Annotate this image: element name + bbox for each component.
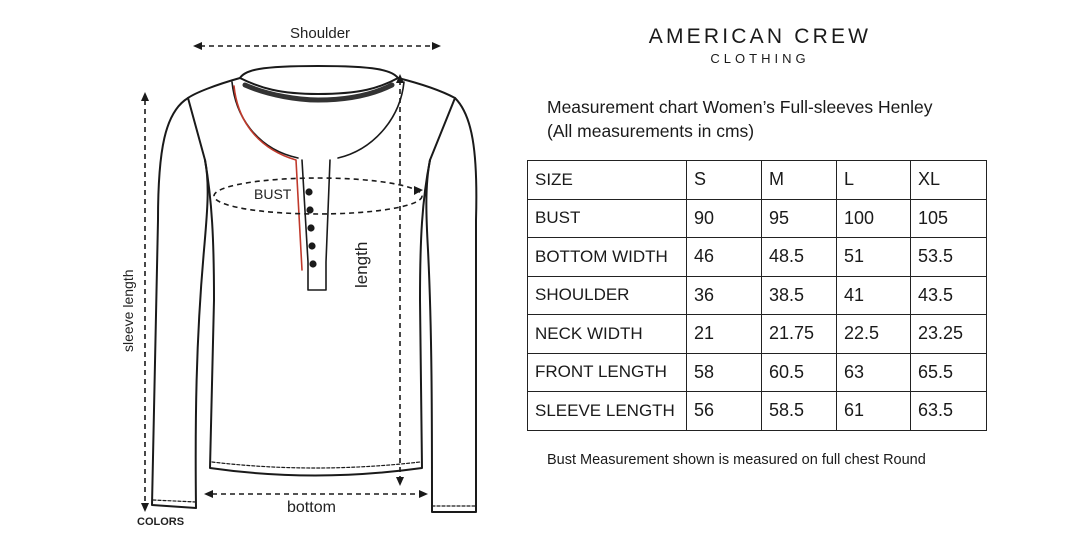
length-label: length: [352, 241, 371, 288]
table-header-row: [528, 161, 987, 200]
colors-label: COLORS: [137, 516, 185, 528]
placket: [302, 160, 330, 290]
table-cell: 22.5: [837, 315, 911, 354]
table-cell: 61: [837, 392, 911, 431]
garment-body-outline: [188, 78, 455, 476]
chart-title: [547, 95, 932, 143]
shoulder-arrow-right: [432, 42, 441, 50]
bust-arrow: [414, 186, 423, 195]
table-row: [528, 199, 987, 238]
row-label: BOTTOM WIDTH: [528, 238, 687, 277]
shoulder-label: Shoulder: [290, 25, 351, 42]
chart-title-line1: Measurement chart Women’s Full-sleeves Henley: [547, 97, 933, 117]
bust-guide: [214, 178, 422, 214]
table-cell: 65.5: [911, 353, 987, 392]
row-label: BUST: [528, 199, 687, 238]
table-row: [528, 276, 987, 315]
table-row: [528, 392, 987, 431]
row-label: NECK WIDTH: [528, 315, 687, 354]
row-label: SLEEVE LENGTH: [528, 392, 687, 431]
row-label: FRONT LENGTH: [528, 353, 687, 392]
length-arrow-bottom: [396, 477, 404, 486]
bottom-arrow-left: [204, 490, 213, 498]
table-cell: 21: [687, 315, 762, 354]
hem-stitch: [212, 462, 420, 468]
header-cell: M: [762, 161, 837, 200]
table-cell: 60.5: [762, 353, 837, 392]
shoulder-arrow-left: [193, 42, 202, 50]
button-1: [305, 188, 312, 195]
henley-garment-diagram: [0, 0, 520, 539]
sleeve-length-label: sleeve length: [120, 269, 136, 352]
right-sleeve-outline: [426, 98, 476, 512]
table-cell: 95: [762, 199, 837, 238]
bottom-label: bottom: [287, 499, 336, 516]
table-cell: 100: [837, 199, 911, 238]
row-label: SHOULDER: [528, 276, 687, 315]
header-cell: SIZE: [528, 161, 687, 200]
table-cell: 48.5: [762, 238, 837, 277]
sleeve-arrow-bottom: [141, 503, 149, 512]
button-5: [309, 260, 316, 267]
table-cell: 56: [687, 392, 762, 431]
size-table: [527, 160, 987, 431]
table-cell: 53.5: [911, 238, 987, 277]
table-cell: 36: [687, 276, 762, 315]
table-cell: 90: [687, 199, 762, 238]
table-cell: 105: [911, 199, 987, 238]
button-3: [307, 224, 314, 231]
header-cell: S: [687, 161, 762, 200]
chart-title-line2: (All measurements in cms): [547, 121, 755, 141]
left-cuff-stitch: [153, 500, 196, 502]
bust-note: Bust Measurement shown is measured on full chest Round: [547, 452, 926, 468]
button-4: [308, 242, 315, 249]
neckline-inner: [245, 85, 392, 100]
header-cell: XL: [911, 161, 987, 200]
sleeve-arrow-top: [141, 92, 149, 101]
table-cell: 46: [687, 238, 762, 277]
table-cell: 41: [837, 276, 911, 315]
table-cell: 43.5: [911, 276, 987, 315]
table-row: [528, 315, 987, 354]
table-cell: 63.5: [911, 392, 987, 431]
table-row: [528, 353, 987, 392]
table-cell: 63: [837, 353, 911, 392]
left-sleeve-outline: [152, 98, 208, 508]
header-cell: L: [837, 161, 911, 200]
bust-label: BUST: [254, 186, 292, 202]
brand-logo: [600, 24, 920, 68]
table-cell: 38.5: [762, 276, 837, 315]
brand-name: AMERICAN CREW: [648, 25, 872, 48]
table-cell: 58: [687, 353, 762, 392]
table-cell: 23.25: [911, 315, 987, 354]
table-row: [528, 238, 987, 277]
table-cell: 21.75: [762, 315, 837, 354]
neckline-outer: [240, 66, 398, 78]
bottom-arrow-right: [419, 490, 428, 498]
brand-subtitle: CLOTHING: [710, 51, 810, 66]
table-cell: 51: [837, 238, 911, 277]
button-2: [306, 206, 313, 213]
table-cell: 58.5: [762, 392, 837, 431]
